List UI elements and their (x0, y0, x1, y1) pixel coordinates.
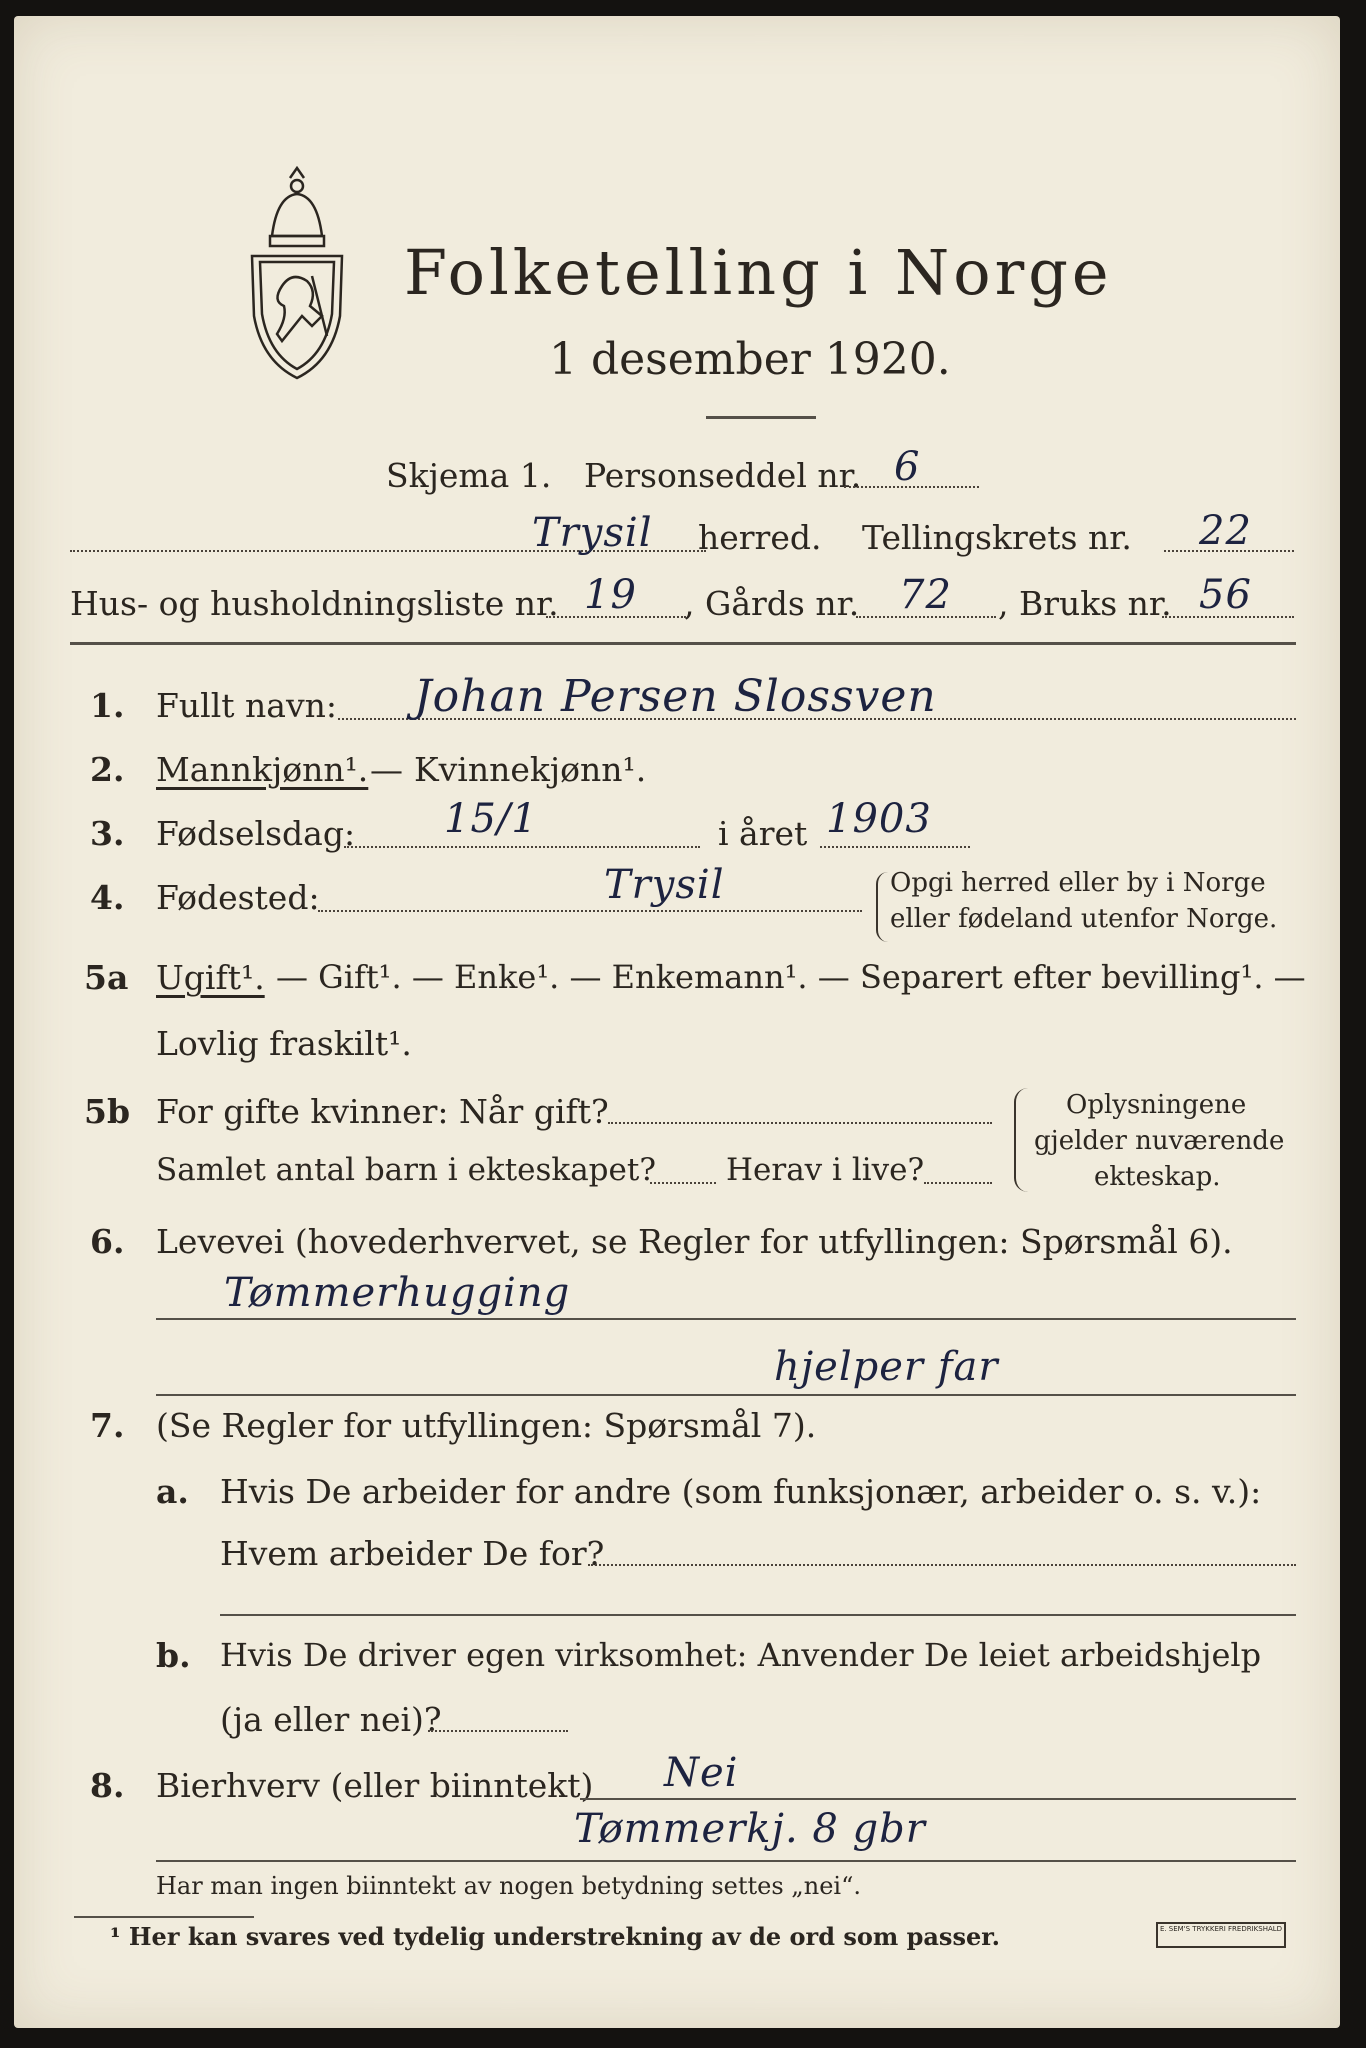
q7a-label2: Hvem arbeider De for? (220, 1534, 605, 1573)
q7-label: (Se Regler for utfyllingen: Spørsmål 7). (156, 1406, 817, 1445)
q5b-number: 5b (84, 1092, 131, 1131)
q2-mann: Mannkjønn¹. (156, 750, 369, 789)
herred-value: Trysil (532, 510, 653, 556)
q1-value: Johan Persen Slossven (414, 671, 937, 722)
q5b-brace (1014, 1088, 1028, 1192)
q3-value: 15/1 (444, 796, 538, 842)
q3-field-line (344, 846, 700, 848)
q5a-ugift: Ugift¹. (156, 958, 265, 997)
q7b-number: b. (156, 1636, 191, 1675)
q7b-label2: (ja eller nei)? (220, 1700, 442, 1739)
q5a-options: — Gift¹. — Enke¹. — Enkemann¹. — Separert efter bevilling¹. — (276, 958, 1306, 996)
q1-label: Fullt navn: (156, 686, 337, 725)
gards-label: , Gårds nr. (684, 584, 860, 623)
herred-label: herred. (698, 518, 822, 557)
q8-number: 8. (90, 1766, 125, 1805)
q8-value-1: Nei (664, 1750, 739, 1796)
q6-line1 (156, 1318, 1296, 1320)
q7a-label: Hvis De arbeider for andre (som funksjonær, arbeider o. s. v.): (220, 1472, 1262, 1511)
q5b-note3: ekteskap. (1094, 1162, 1221, 1192)
q4-field-line (318, 910, 862, 912)
bruks-value: 56 (1199, 572, 1252, 618)
q5b-field-line2 (650, 1182, 716, 1184)
footnote-rule (74, 1916, 254, 1918)
q3-number: 3. (90, 814, 125, 853)
header-divider (70, 642, 1296, 645)
q6-number: 6. (90, 1222, 125, 1261)
printer-stamp: E. SEM'S TRYKKERI FREDRIKSHALD (1156, 1922, 1286, 1948)
q4-brace (876, 872, 888, 942)
q5b-label3: Herav i live? (726, 1152, 925, 1188)
q6-value-1: Tømmerhugging (224, 1270, 571, 1316)
form-title: Folketelling i Norge (404, 236, 1113, 309)
form-date: 1 desember 1920. (549, 334, 951, 385)
title-rule (706, 416, 816, 419)
q3-year-value: 1903 (826, 796, 932, 842)
tellingskrets-value: 22 (1199, 508, 1252, 554)
bruks-label: , Bruks nr. (998, 584, 1172, 623)
q5b-label2: Samlet antal barn i ekteskapet? (156, 1152, 656, 1188)
q8-note: Har man ingen biinntekt av nogen betydning settes „nei“. (156, 1872, 861, 1900)
husliste-label: Hus- og husholdningsliste nr. (70, 584, 559, 623)
q7b-field-line (428, 1730, 568, 1732)
q7a-field-line1 (588, 1564, 1296, 1566)
husliste-value: 19 (584, 572, 637, 618)
q5a-line2: Lovlig fraskilt¹. (156, 1024, 412, 1063)
q6-line2 (156, 1394, 1296, 1396)
q3-year-field-line (820, 846, 970, 848)
q8-value-2: Tømmerkj. 8 gbr (574, 1806, 926, 1852)
q6-label: Levevei (hovederhvervet, se Regler for utfyllingen: Spørsmål 6). (156, 1222, 1233, 1261)
tellingskrets-label: Tellingskrets nr. (862, 518, 1132, 557)
q2-kvinne: Kvinnekjønn¹. (414, 750, 647, 789)
q5b-field-line1 (608, 1122, 992, 1124)
q7a-field-line2 (220, 1614, 1296, 1616)
q4-value: Trysil (604, 862, 725, 908)
q5b-note1: Oplysningene (1066, 1090, 1247, 1120)
q4-number: 4. (90, 878, 125, 917)
q8-field-line1 (580, 1798, 1296, 1800)
q3-year-label: i året (718, 814, 808, 853)
footnote: ¹ Her kan svares ved tydelig understrekning av de ord som passer. (110, 1922, 1001, 1951)
coat-of-arms-icon (232, 166, 362, 386)
q5a-number: 5a (84, 958, 129, 997)
q4-note-line2: eller fødeland utenfor Norge. (890, 904, 1278, 934)
personseddel-value: 6 (894, 444, 921, 490)
q7a-number: a. (156, 1472, 189, 1511)
census-form-sheet (14, 16, 1340, 2028)
q1-number: 1. (90, 686, 125, 725)
q2-separator: — (370, 750, 403, 789)
skjema-label: Skjema 1. (386, 456, 552, 495)
q7b-label: Hvis De driver egen virksomhet: Anvender De leiet arbeidshjelp (220, 1636, 1262, 1674)
q8-field-line2 (156, 1860, 1296, 1862)
q7-number: 7. (90, 1406, 125, 1445)
q6-value-2: hjelper far (774, 1344, 999, 1390)
q4-note-line1: Opgi herred eller by i Norge (890, 868, 1266, 898)
gards-value: 72 (899, 572, 952, 618)
q5b-field-line3 (924, 1182, 992, 1184)
q8-label: Bierhverv (eller biinntekt) (156, 1766, 594, 1805)
q3-label: Fødselsdag: (156, 814, 356, 853)
personseddel-label: Personseddel nr. (584, 456, 862, 495)
q5b-note2: gjelder nuværende (1034, 1126, 1285, 1156)
q5b-label1: For gifte kvinner: Når gift? (156, 1092, 609, 1131)
q2-number: 2. (90, 750, 125, 789)
q4-label: Fødested: (156, 878, 320, 917)
